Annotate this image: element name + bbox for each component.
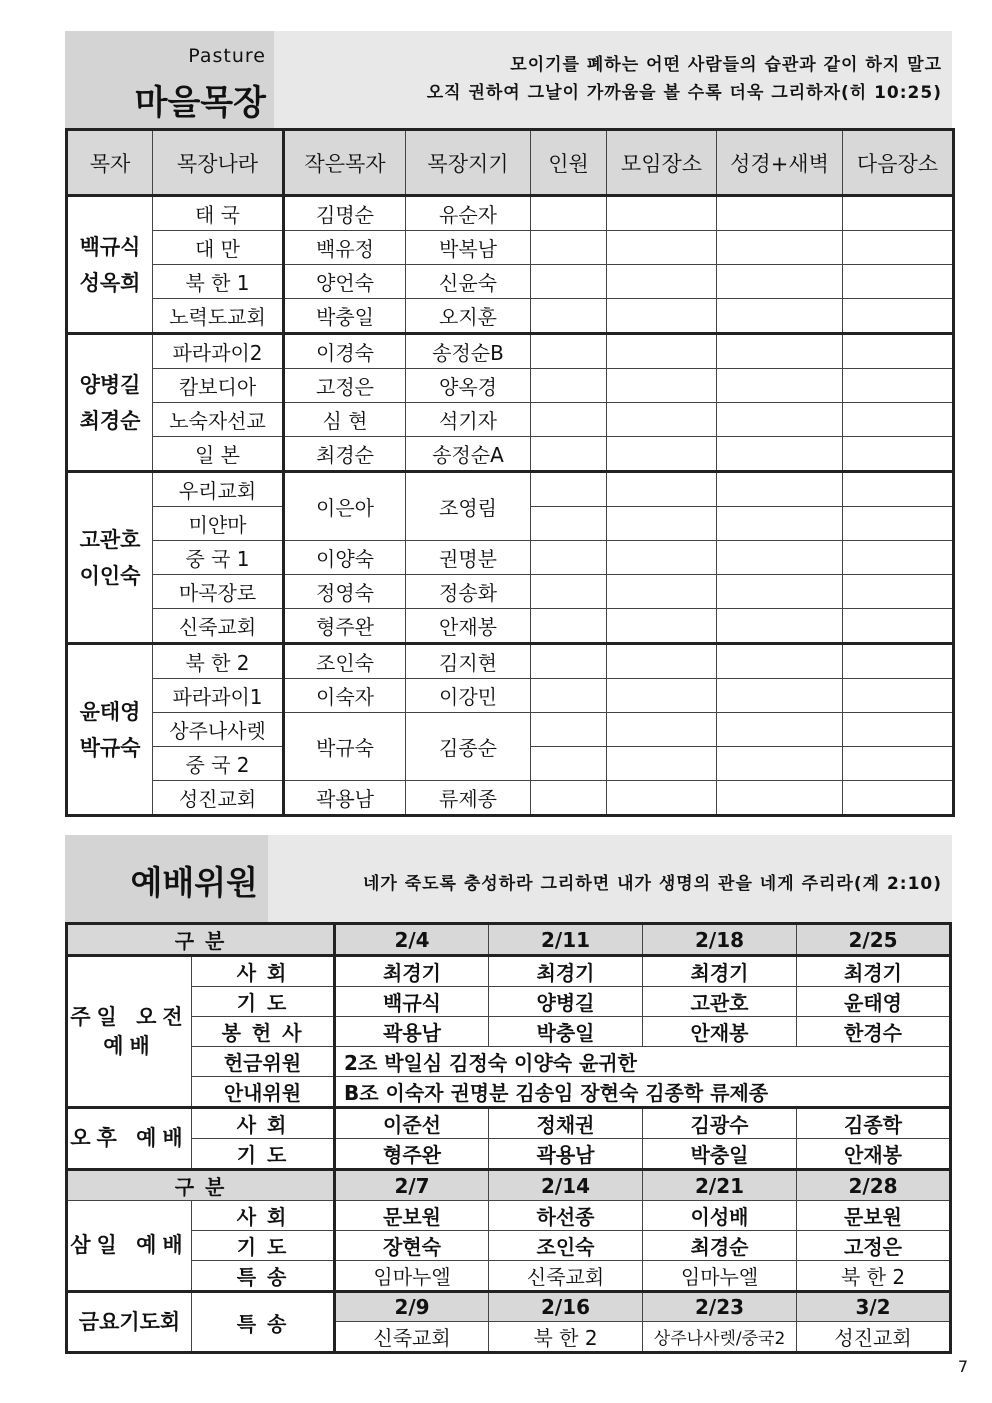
date-cell: 2/23 [643,1292,797,1322]
date-cell: 2/7 [335,1170,489,1201]
nation-cell: 신죽교회 [153,609,284,644]
person-cell: 조인숙 [489,1231,643,1261]
keeper-cell: 오지훈 [406,299,531,334]
empty-cell[interactable] [531,679,607,713]
person-cell: 백규식 [335,987,489,1017]
small-shepherd-cell: 박충일 [284,299,406,334]
empty-cell[interactable] [717,507,843,541]
empty-cell[interactable] [717,644,843,679]
sunday-date-row [67,924,951,956]
usher-team-cell: B조 이숙자 권명분 김송임 장현숙 김종학 류제종 [335,1077,951,1108]
nation-cell: 마곡장로 [153,575,284,609]
empty-cell[interactable] [607,609,717,644]
empty-cell[interactable] [531,713,607,747]
wednesday-date-row [67,1170,951,1201]
date-cell: 2/9 [335,1292,489,1322]
empty-cell[interactable] [531,541,607,575]
nation-cell: 중 국 1 [153,541,284,575]
empty-cell[interactable] [531,299,607,334]
pastor-name: 최경순 [79,408,141,433]
empty-cell[interactable] [717,369,843,403]
small-shepherd-cell: 백유정 [284,231,406,265]
empty-cell[interactable] [843,299,954,334]
role-label: 특 송 [192,1292,335,1353]
role-label: 사 회 [192,1108,335,1139]
role-label: 사 회 [192,1201,335,1231]
empty-cell[interactable] [717,265,843,299]
table-row [67,1047,951,1077]
small-shepherd-cell: 박규숙 [284,713,406,781]
empty-cell[interactable] [607,334,717,369]
empty-cell[interactable] [531,747,607,781]
wednesday-group: 삼일 예배 [67,1201,192,1292]
role-label: 헌금위원 [192,1047,335,1077]
small-shepherd-cell: 이은아 [284,472,406,541]
empty-cell[interactable] [607,403,717,437]
empty-cell[interactable] [717,299,843,334]
table-row [67,644,954,679]
person-cell: 임마누엘 [643,1261,797,1292]
division-label: 구 분 [67,1170,335,1201]
friday-group: 금요기도회 [67,1292,192,1353]
empty-cell[interactable] [531,644,607,679]
empty-cell[interactable] [843,265,954,299]
keeper-cell: 김지현 [406,644,531,679]
empty-cell[interactable] [531,196,607,231]
pastor-cell [67,644,153,816]
empty-cell[interactable] [531,231,607,265]
keeper-cell: 정송화 [406,575,531,609]
small-shepherd-cell: 이경숙 [284,334,406,369]
empty-cell[interactable] [531,507,607,541]
empty-cell[interactable] [607,575,717,609]
person-cell: 김광수 [643,1108,797,1139]
pastor-name: 양병길 [79,372,141,397]
person-cell: 윤태영 [797,987,951,1017]
empty-cell[interactable] [607,472,717,507]
table-row [67,231,954,265]
keeper-cell: 권명분 [406,541,531,575]
person-cell: 신죽교회 [335,1322,489,1353]
col-header: 목자 [67,130,153,196]
person-cell: 최경기 [489,956,643,987]
nation-cell: 태 국 [153,196,284,231]
empty-cell[interactable] [843,507,954,541]
empty-cell[interactable] [843,541,954,575]
empty-cell[interactable] [843,231,954,265]
empty-cell[interactable] [717,472,843,507]
person-cell: 최경순 [643,1231,797,1261]
empty-cell[interactable] [531,472,607,507]
person-cell: 한경수 [797,1017,951,1047]
pasture-header-row [67,130,954,196]
date-cell: 2/28 [797,1170,951,1201]
person-cell: 최경기 [797,956,951,987]
division-label: 구 분 [67,924,335,956]
small-shepherd-cell: 심 현 [284,403,406,437]
pastor-cell [67,196,153,334]
person-cell: 박충일 [489,1017,643,1047]
table-row [67,299,954,334]
col-header: 작은목자 [284,130,406,196]
person-cell: 곽용남 [335,1017,489,1047]
keeper-cell: 석기자 [406,403,531,437]
table-row [67,541,954,575]
keeper-cell: 박복남 [406,231,531,265]
nation-cell: 노력도교회 [153,299,284,334]
empty-cell[interactable] [607,369,717,403]
keeper-cell: 양옥경 [406,369,531,403]
empty-cell[interactable] [843,437,954,472]
empty-cell[interactable] [607,299,717,334]
worship-table [65,922,952,1354]
empty-cell[interactable] [607,507,717,541]
date-cell: 2/21 [643,1170,797,1201]
pastor-name: 윤태영 [79,699,141,724]
date-cell: 2/14 [489,1170,643,1201]
col-header: 다음장소 [843,130,954,196]
table-row [67,956,951,987]
person-cell: 성진교회 [797,1322,951,1353]
empty-cell[interactable] [607,196,717,231]
empty-cell[interactable] [843,644,954,679]
role-label: 안내위원 [192,1077,335,1108]
empty-cell[interactable] [717,609,843,644]
person-cell: 정채권 [489,1108,643,1139]
col-header: 목장나라 [153,130,284,196]
pastor-cell [67,334,153,472]
sunday-am-group: 주일 오전 예배 [67,956,192,1108]
small-shepherd-cell: 고정은 [284,369,406,403]
nation-cell: 노숙자선교 [153,403,284,437]
nation-cell: 일 본 [153,437,284,472]
offering-team-cell: 2조 박일심 김정숙 이양숙 윤귀한 [335,1047,951,1077]
date-cell: 2/18 [643,924,797,956]
nation-cell: 상주나사렛 [153,713,284,747]
empty-cell[interactable] [843,713,954,747]
empty-cell[interactable] [531,369,607,403]
col-header: 목장지기 [406,130,531,196]
worship-header [65,835,952,922]
person-cell: 장현숙 [335,1231,489,1261]
nation-cell: 캄보디아 [153,369,284,403]
empty-cell[interactable] [717,679,843,713]
person-cell: 문보원 [797,1201,951,1231]
nation-cell: 미얀마 [153,507,284,541]
empty-cell[interactable] [531,265,607,299]
table-row [67,1231,951,1261]
date-cell: 2/11 [489,924,643,956]
keeper-cell: 김종순 [406,713,531,781]
empty-cell[interactable] [607,644,717,679]
date-cell: 2/25 [797,924,951,956]
person-cell: 이준선 [335,1108,489,1139]
col-header: 성경+새벽 [717,130,843,196]
keeper-cell: 신윤숙 [406,265,531,299]
empty-cell[interactable] [531,437,607,472]
date-cell: 2/16 [489,1292,643,1322]
table-row [67,987,951,1017]
role-label: 봉 헌 사 [192,1017,335,1047]
table-row [67,1139,951,1170]
pasture-table [65,128,955,817]
small-shepherd-cell: 양언숙 [284,265,406,299]
empty-cell[interactable] [717,231,843,265]
nation-cell: 대 만 [153,231,284,265]
nation-cell: 중 국 2 [153,747,284,781]
role-label: 기 도 [192,987,335,1017]
small-shepherd-cell: 이숙자 [284,679,406,713]
col-header: 인원 [531,130,607,196]
person-cell: 양병길 [489,987,643,1017]
empty-cell[interactable] [843,369,954,403]
empty-cell[interactable] [531,609,607,644]
empty-cell[interactable] [717,196,843,231]
small-shepherd-cell: 최경순 [284,437,406,472]
worship-verse: 네가 죽도록 충성하라 그리하면 내가 생명의 관을 네게 주리라(계 2:10) [362,874,942,894]
small-shepherd-cell: 김명순 [284,196,406,231]
empty-cell[interactable] [531,781,607,816]
person-cell: 최경기 [643,956,797,987]
empty-cell[interactable] [607,437,717,472]
keeper-cell: 이강민 [406,679,531,713]
keeper-cell: 류제종 [406,781,531,816]
table-row [67,437,954,472]
nation-cell: 파라과이1 [153,679,284,713]
person-cell: 문보원 [335,1201,489,1231]
empty-cell[interactable] [843,679,954,713]
empty-cell[interactable] [607,781,717,816]
person-cell: 북 한 2 [489,1322,643,1353]
empty-cell[interactable] [531,334,607,369]
worship-title-box [65,835,268,922]
empty-cell[interactable] [717,575,843,609]
empty-cell[interactable] [607,679,717,713]
person-cell: 상주나사렛/중국2 [643,1322,797,1353]
empty-cell[interactable] [607,231,717,265]
table-row [67,334,954,369]
friday-date-row [67,1292,951,1322]
empty-cell[interactable] [717,334,843,369]
empty-cell[interactable] [843,781,954,816]
nation-cell: 우리교회 [153,472,284,507]
date-cell: 3/2 [797,1292,951,1322]
role-label: 사 회 [192,956,335,987]
table-row [67,1108,951,1139]
person-cell: 고정은 [797,1231,951,1261]
nation-cell: 북 한 1 [153,265,284,299]
empty-cell[interactable] [717,747,843,781]
empty-cell[interactable] [607,265,717,299]
table-row [67,369,954,403]
keeper-cell: 송정순B [406,334,531,369]
person-cell: 박충일 [643,1139,797,1170]
person-cell: 임마누엘 [335,1261,489,1292]
person-cell: 최경기 [335,956,489,987]
pasture-header [65,31,952,128]
table-row [67,1017,951,1047]
small-shepherd-cell: 형주완 [284,609,406,644]
table-row [67,1077,951,1108]
empty-cell[interactable] [843,334,954,369]
table-row [67,679,954,713]
small-shepherd-cell: 정영숙 [284,575,406,609]
empty-cell[interactable] [531,403,607,437]
empty-cell[interactable] [607,747,717,781]
empty-cell[interactable] [843,575,954,609]
empty-cell[interactable] [531,575,607,609]
keeper-cell: 조영림 [406,472,531,541]
table-row [67,472,954,507]
nation-cell: 성진교회 [153,781,284,816]
pasture-verse-line2: 오직 권하여 그날이 가까움을 볼 수록 더욱 그리하자(히 10:25) [426,83,942,103]
pastor-cell [67,472,153,644]
empty-cell[interactable] [843,472,954,507]
person-cell: 고관호 [643,987,797,1017]
pastor-name: 성옥희 [79,270,141,295]
sunday-pm-group: 오후 예배 [67,1108,192,1170]
empty-cell[interactable] [717,541,843,575]
table-row [67,713,954,747]
empty-cell[interactable] [843,403,954,437]
empty-cell[interactable] [607,713,717,747]
empty-cell[interactable] [607,541,717,575]
small-shepherd-cell: 조인숙 [284,644,406,679]
empty-cell[interactable] [843,196,954,231]
role-label: 기 도 [192,1231,335,1261]
person-cell: 하선종 [489,1201,643,1231]
pastor-name: 이인숙 [79,563,141,588]
empty-cell[interactable] [717,437,843,472]
pasture-verse-line1: 모이기를 폐하는 어떤 사람들의 습관과 같이 하지 말고 [510,55,942,75]
pasture-title-box [65,31,274,128]
table-row [67,1261,951,1292]
role-label: 기 도 [192,1139,335,1170]
pastor-name: 고관호 [79,527,141,552]
person-cell: 이성배 [643,1201,797,1231]
empty-cell[interactable] [717,403,843,437]
page-number: 7 [957,1357,968,1376]
person-cell: 곽용남 [489,1139,643,1170]
table-row [67,1201,951,1231]
table-row [67,575,954,609]
keeper-cell: 송정순A [406,437,531,472]
pasture-title-en: Pasture [188,45,266,67]
table-row [67,781,954,816]
table-row [67,196,954,231]
empty-cell[interactable] [717,781,843,816]
nation-cell: 파라과이2 [153,334,284,369]
person-cell: 신죽교회 [489,1261,643,1292]
keeper-cell: 유순자 [406,196,531,231]
person-cell: 형주완 [335,1139,489,1170]
empty-cell[interactable] [843,747,954,781]
table-row [67,609,954,644]
person-cell: 안재봉 [797,1139,951,1170]
empty-cell[interactable] [843,609,954,644]
small-shepherd-cell: 곽용남 [284,781,406,816]
role-label: 특 송 [192,1261,335,1292]
worship-title-ko: 예배위원 [130,863,258,902]
table-row [67,403,954,437]
nation-cell: 북 한 2 [153,644,284,679]
table-row [67,265,954,299]
keeper-cell: 안재봉 [406,609,531,644]
person-cell: 안재봉 [643,1017,797,1047]
pastor-name: 박규숙 [79,735,141,760]
small-shepherd-cell: 이양숙 [284,541,406,575]
date-cell: 2/4 [335,924,489,956]
pasture-title-ko: 마을목장 [134,83,266,123]
person-cell: 북 한 2 [797,1261,951,1292]
person-cell: 김종학 [797,1108,951,1139]
col-header: 모임장소 [607,130,717,196]
empty-cell[interactable] [717,713,843,747]
pastor-name: 백규식 [79,234,141,259]
pasture-verse [427,51,942,107]
